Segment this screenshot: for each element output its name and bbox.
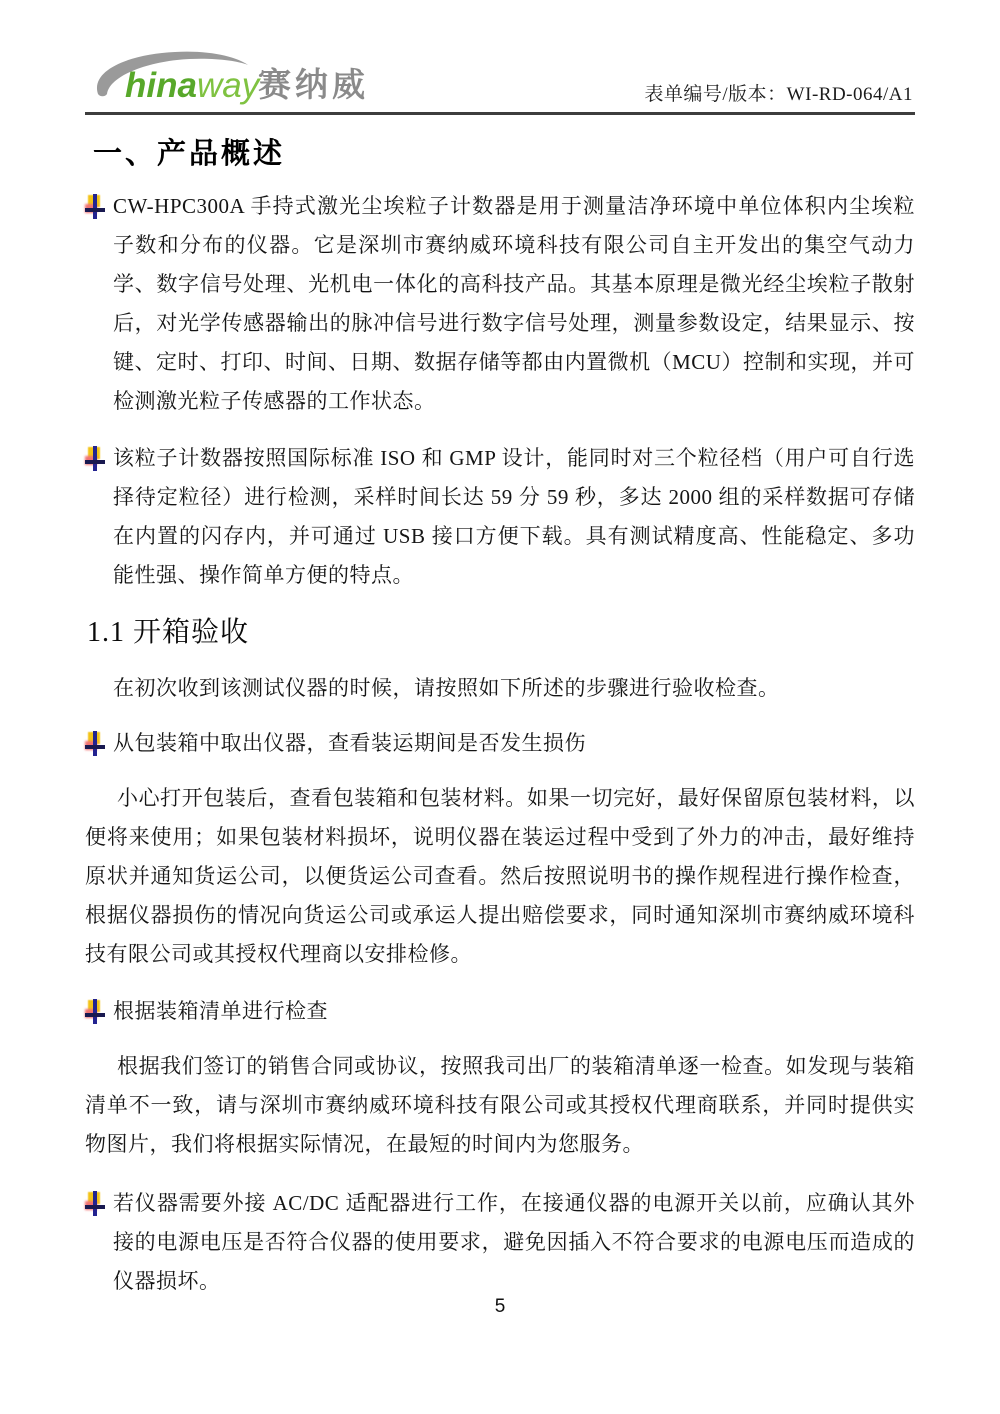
section-title-unpacking: 1.1 开箱验收: [87, 617, 250, 648]
unpacking-step-2-body: 根据我们签订的销售合同或协议，按照我司出厂的装箱清单逐一检查。如发现与装箱清单不一致，请与深圳市赛纳威环境科技有限公司或其授权代理商联系，并同时提供实物图片，我们将根据实际情况，在最短的时间内为您服务。: [85, 1054, 915, 1156]
unpacking-step-3-heading: 若仪器需要外接 AC/DC 适配器进行工作，在接通仪器的电源开关以前，应确认其外接的电源电压是否符合仪器的使用要求，避免因插入不符合要求的电源电压而造成的仪器损坏。: [113, 1191, 915, 1293]
svg-text:hinaway: [125, 66, 262, 105]
unpacking-step-2-heading: 根据装箱清单进行检查: [113, 999, 328, 1023]
bullet-cross-vertical: [93, 194, 97, 219]
overview-bullet-2-text: 该粒子计数器按照国际标准 ISO 和 GMP 设计，能同时对三个粒径档（用户可自行选择待定粒径）进行检测，采样时间长达 59 分 59 秒，多达 2000 组的采样数据可存储在内置的闪存内，并可通过 USB 接口方便下载。具有测试精度高、性能稳定、多功能性强、操作简单方便的特点。: [113, 446, 915, 587]
bullet-cross-vertical: [93, 731, 97, 756]
form-code: 表单编号/版本：WI-RD-064/A1: [644, 84, 913, 105]
bullet-cross-vertical: [93, 999, 97, 1024]
bullet-cross-horizontal: [85, 208, 105, 212]
chinaway-logo: [95, 50, 385, 108]
overview-bullet-2: [85, 439, 915, 595]
unpacking-step-3: [85, 1184, 915, 1301]
unpacking-intro: 在初次收到该测试仪器的时候，请按照如下所述的步骤进行验收检查。: [113, 676, 780, 700]
page-header: [85, 0, 915, 115]
logo-text-hina: hina: [125, 66, 197, 105]
bullet-marker-icon: [85, 446, 107, 472]
section-title-overview: 一、产品概述: [93, 138, 286, 170]
unpacking-step-1-body: 小心打开包装后，查看包装箱和包装材料。如果一切完好，最好保留原包装材料，以便将来使用；如果包装材料损坏，说明仪器在装运过程中受到了外力的冲击，最好维持原状并通知货运公司，以便货运公司查看。然后按照说明书的操作规程进行操作检查，根据仪器损伤的情况向货运公司或承运人提出赔偿要求，同时通知深圳市赛纳威环境科技有限公司或其授权代理商以安排检修。: [85, 786, 915, 966]
unpacking-step-1-heading: 从包装箱中取出仪器，查看装运期间是否发生损伤: [113, 731, 586, 755]
logo-text-cn: 赛纳威: [258, 66, 369, 103]
logo-text-way: way: [196, 66, 260, 105]
overview-bullet-1: [85, 187, 915, 421]
bullet-cross-horizontal: [85, 1013, 105, 1017]
bullet-cross-horizontal: [85, 1205, 105, 1209]
bullet-cross-horizontal: [85, 460, 105, 464]
bullet-marker-icon: [85, 999, 107, 1025]
bullet-cross-vertical: [93, 446, 97, 471]
unpacking-step-1: [85, 724, 915, 763]
page-number: 5: [494, 1296, 506, 1317]
overview-bullet-1-text: CW-HPC300A 手持式激光尘埃粒子计数器是用于测量洁净环境中单位体积内尘埃粒子数和分布的仪器。它是深圳市赛纳威环境科技有限公司自主开发出的集空气动力学、数字信号处理、光机电一体化的高科技产品。其基本原理是微光经尘埃粒子散射后，对光学传感器输出的脉冲信号进行数字信号处理，测量参数设定，结果显示、按键、定时、打印、时间、日期、数据存储等都由内置微机（MCU）控制和实现，并可检测激光粒子传感器的工作状态。: [113, 194, 915, 413]
bullet-cross-vertical: [93, 1191, 97, 1216]
unpacking-step-2: [85, 992, 915, 1031]
bullet-marker-icon: [85, 194, 107, 220]
bullet-marker-icon: [85, 1191, 107, 1217]
bullet-cross-horizontal: [85, 745, 105, 749]
bullet-marker-icon: [85, 731, 107, 757]
